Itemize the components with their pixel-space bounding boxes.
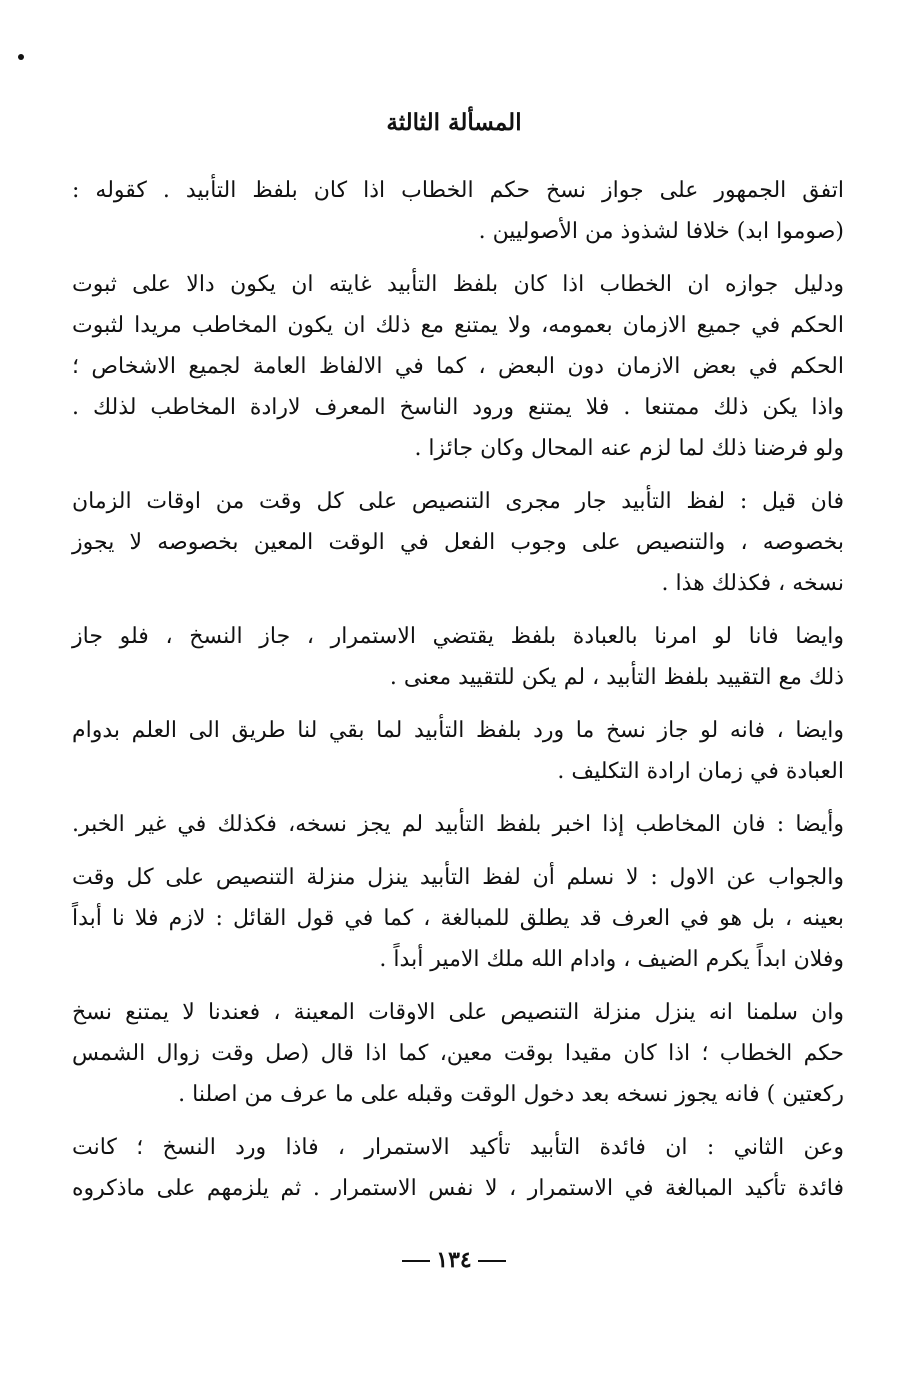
page-number: ١٣٤ xyxy=(436,1247,472,1273)
dash-left xyxy=(478,1260,506,1262)
text-line: وعن الثاني : ان فائدة التأبيد تأكيد الاستمرار ، فاذا ورد النسخ ؛ كانت xyxy=(72,1135,844,1160)
paragraph-5 xyxy=(72,710,844,792)
text-line: الحكم في جميع الازمان بعمومه، ولا يمتنع مع ذلك ان يكون المخاطب مريدا لثبوت xyxy=(72,313,844,338)
paragraph-4 xyxy=(72,616,844,698)
text-line: والجواب عن الاول : لا نسلم أن لفظ التأبيد ينزل منزلة التنصيص على كل وقت xyxy=(72,865,844,890)
text-line: ذلك مع التقييد بلفظ التأبيد ، لم يكن للتقييد معنى . xyxy=(389,665,844,690)
text-line: ودليل جوازه ان الخطاب اذا كان بلفظ التأبيد غايته ان يكون دالا على ثبوت xyxy=(72,272,844,297)
paragraph-7 xyxy=(72,857,844,980)
paragraph-3 xyxy=(72,481,844,604)
text-line: بعينه ، بل هو في العرف قد يطلق للمبالغة ، كما في قول القائل : لازم فلا نا أبداً xyxy=(72,906,844,931)
text-line: وايضا فانا لو امرنا بالعبادة بلفظ يقتضي الاستمرار ، جاز النسخ ، فلو جاز xyxy=(72,624,844,649)
page-number-footer xyxy=(0,1245,908,1275)
ink-dot xyxy=(18,54,24,60)
text-line: اتفق الجمهور على جواز نسخ حكم الخطاب اذا كان بلفظ التأبيد . كقوله : xyxy=(72,178,844,203)
paragraph-9 xyxy=(72,1127,844,1209)
paragraph-2 xyxy=(72,264,844,469)
text-line: ركعتين ) فانه يجوز نسخه بعد دخول الوقت وقبله على ما عرف من اصلنا . xyxy=(178,1082,844,1107)
text-line: بخصوصه ، والتنصيص على وجوب الفعل في الوقت المعين بخصوصه لا يجوز xyxy=(72,530,844,555)
text-line: فان قيل : لفظ التأبيد جار مجرى التنصيص على كل وقت من اوقات الزمان xyxy=(72,489,844,514)
text-line: وفلان ابداً يكرم الضيف ، وادام الله ملك الامير أبداً . xyxy=(379,947,844,972)
text-line: العبادة في زمان ارادة التكليف . xyxy=(557,759,844,784)
text-line: الحكم في بعض الازمان دون البعض ، كما في الالفاظ العامة لجميع الاشخاص ؛ xyxy=(72,354,844,379)
text-line: وايضا ، فانه لو جاز نسخ ما ورد بلفظ التأبيد لما بقي لنا طريق الى العلم بدوام xyxy=(72,718,844,743)
dash-right xyxy=(402,1260,430,1262)
paragraph-8 xyxy=(72,992,844,1115)
section-heading: المسألة الثالثة xyxy=(386,109,522,136)
text-line: وان سلمنا انه ينزل منزلة التنصيص على الاوقات المعينة ، فعندنا لا يمتنع نسخ xyxy=(72,1000,844,1025)
text-line: (صوموا ابد) خلافا لشذوذ من الأصوليين . xyxy=(478,219,844,244)
text-line: واذا يكن ذلك ممتنعا . فلا يمتنع ورود الناسخ المعرف لارادة المخاطب لذلك . xyxy=(72,395,844,420)
paragraph-6 xyxy=(72,804,844,845)
body-text xyxy=(72,170,844,1221)
paragraph-1 xyxy=(72,170,844,252)
text-line: فائدة تأكيد المبالغة في الاستمرار ، لا نفس الاستمرار . ثم يلزمهم على ماذكروه xyxy=(72,1176,844,1201)
text-line: وأيضا : فان المخاطب إذا اخبر بلفظ التأبيد لم يجز نسخه، فكذلك في غير الخبر. xyxy=(72,812,844,837)
text-line: نسخه ، فكذلك هذا . xyxy=(661,571,844,596)
text-line: ولو فرضنا ذلك لما لزم عنه المحال وكان جائزا . xyxy=(414,436,844,461)
text-line: حكم الخطاب ؛ اذا كان مقيدا بوقت معين، كما اذا قال (صل وقت زوال الشمس xyxy=(72,1041,844,1066)
